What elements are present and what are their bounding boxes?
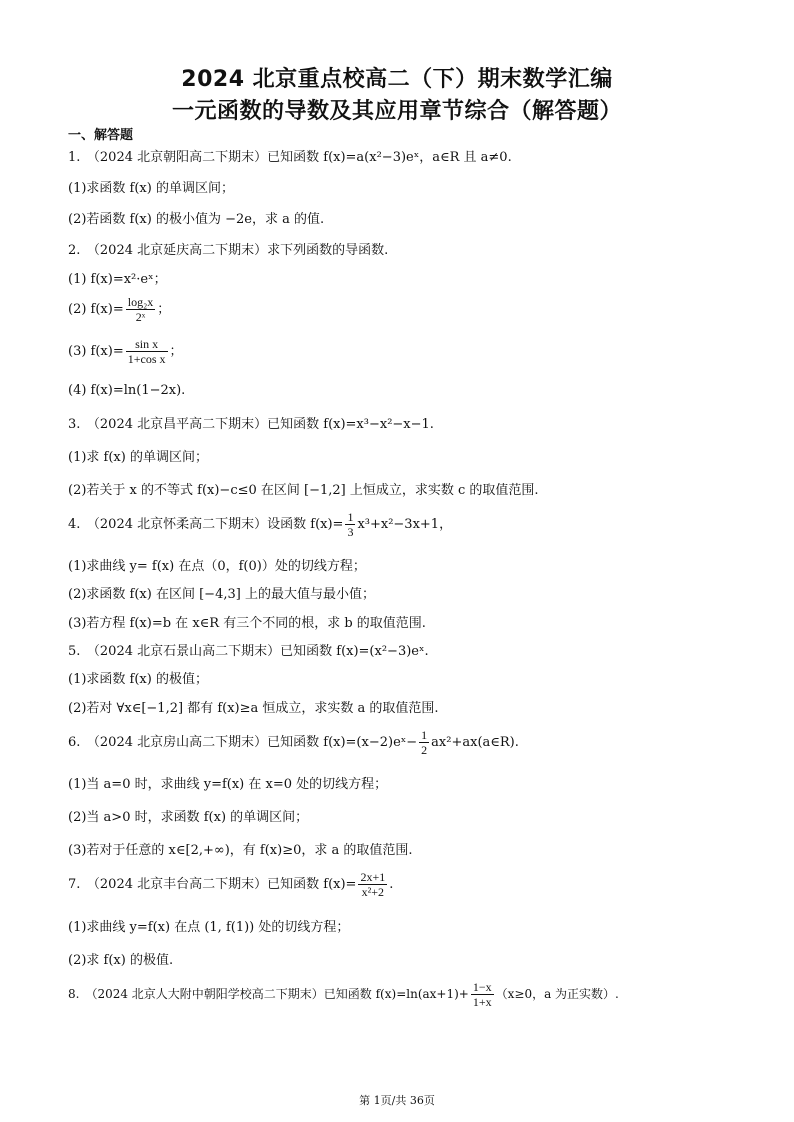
fraction-numerator: 1 xyxy=(347,510,354,524)
fraction xyxy=(471,980,494,1009)
question-7-part-1: (1)求曲线 y=f(x) 在点 (1, f(1)) 处的切线方程； xyxy=(68,920,350,935)
question-2-part-3 xyxy=(68,337,183,366)
question-6-part-3: (3)若对于任意的 x∈[2,+∞)，有 f(x)≥0，求 a 的取值范围. xyxy=(68,843,413,858)
q8-suffix: （x≥0，a 为正实数）. xyxy=(495,987,619,1001)
question-8 xyxy=(68,980,619,1009)
fraction-numerator: sin x xyxy=(126,337,168,352)
question-1-part-1: (1)求函数 f(x) 的单调区间； xyxy=(68,181,234,196)
question-2-part-2 xyxy=(68,295,170,324)
fraction xyxy=(419,728,429,757)
q4-suffix: x³+x²−3x+1， xyxy=(357,517,453,532)
fraction xyxy=(358,870,387,899)
question-3-part-1: (1)求 f(x) 的单调区间； xyxy=(68,450,208,465)
question-1: 1. （2024 北京朝阳高二下期末）已知函数 f(x)=a(x²−3)eˣ，a∈R 且 a≠0. xyxy=(68,150,512,165)
question-6-part-1: (1)当 a=0 时，求曲线 y=f(x) 在 x=0 处的切线方程； xyxy=(68,777,388,792)
question-2-part-4: (4) f(x)=ln(1−2x). xyxy=(68,383,186,398)
fraction xyxy=(126,295,156,324)
fraction xyxy=(126,337,168,366)
fraction-denominator: x²+2 xyxy=(361,885,385,899)
question-7 xyxy=(68,870,393,899)
page-footer: 第 1页/共 36页 xyxy=(359,1094,435,1107)
question-4-part-2: (2)求函数 f(x) 在区间 [−4,3] 上的最大值与最小值； xyxy=(68,587,375,602)
question-5-part-1: (1)求函数 f(x) 的极值； xyxy=(68,672,208,687)
section-heading: 一、解答题 xyxy=(68,128,134,143)
document-title-line1: 2024 北京重点校高二（下）期末数学汇编 xyxy=(181,67,613,92)
q2-2-prefix: (2) f(x)= xyxy=(68,302,124,317)
q8-prefix: 8. （2024 北京人大附中朝阳学校高二下期末）已知函数 f(x)=ln(ax+1)+ xyxy=(68,987,469,1001)
question-4 xyxy=(68,510,452,539)
question-1-part-2: (2)若函数 f(x) 的极小值为 −2e，求 a 的值. xyxy=(68,212,325,227)
q2-3-prefix: (3) f(x)= xyxy=(68,344,124,359)
fraction-denominator: 2 xyxy=(421,743,428,757)
q6-suffix: ax²+ax(a∈R). xyxy=(431,735,519,750)
fraction-denominator: 1+cos x xyxy=(127,352,166,366)
question-5: 5. （2024 北京石景山高二下期末）已知函数 f(x)=(x²−3)eˣ. xyxy=(68,644,429,659)
question-7-part-2: (2)求 f(x) 的极值. xyxy=(68,953,174,968)
question-4-part-3: (3)若方程 f(x)=b 在 x∈R 有三个不同的根，求 b 的取值范围. xyxy=(68,616,426,631)
question-2-part-1: (1) f(x)=x²·eˣ； xyxy=(68,272,167,287)
question-6-part-2: (2)当 a>0 时，求函数 f(x) 的单调区间； xyxy=(68,810,309,825)
question-3-part-2: (2)若关于 x 的不等式 f(x)−c≤0 在区间 [−1,2] 上恒成立，求实数 c 的取值范围. xyxy=(68,483,539,498)
question-2: 2. （2024 北京延庆高二下期末）求下列函数的导函数. xyxy=(68,243,389,258)
fraction-numerator: 2x+1 xyxy=(360,870,386,884)
fraction-denominator: 1+x xyxy=(472,995,492,1009)
q4-prefix: 4. （2024 北京怀柔高二下期末）设函数 f(x)= xyxy=(68,517,344,532)
fraction xyxy=(345,510,355,539)
q6-prefix: 6. （2024 北京房山高二下期末）已知函数 f(x)=(x−2)eˣ− xyxy=(68,735,418,750)
question-3: 3. （2024 北京昌平高二下期末）已知函数 f(x)=x³−x²−x−1. xyxy=(68,417,434,432)
fraction-denominator: 2ˣ xyxy=(135,310,146,324)
question-4-part-1: (1)求曲线 y= f(x) 在点（0，f(0)）处的切线方程； xyxy=(68,559,366,574)
q7-prefix: 7. （2024 北京丰台高二下期末）已知函数 f(x)= xyxy=(68,877,357,892)
question-5-part-2: (2)若对 ∀x∈[−1,2] 都有 f(x)≥a 恒成立，求实数 a 的取值范围. xyxy=(68,701,439,716)
document-title-line2: 一元函数的导数及其应用章节综合（解答题） xyxy=(171,99,622,124)
question-6 xyxy=(68,728,519,757)
fraction-numerator: 1 xyxy=(421,728,428,742)
fraction-denominator: 3 xyxy=(347,525,354,539)
q2-2-suffix: ； xyxy=(157,302,171,317)
fraction-numerator: log₂x xyxy=(127,295,154,309)
fraction-numerator: 1−x xyxy=(472,980,492,994)
q2-3-suffix: ； xyxy=(169,344,183,359)
q7-suffix: . xyxy=(389,877,394,892)
